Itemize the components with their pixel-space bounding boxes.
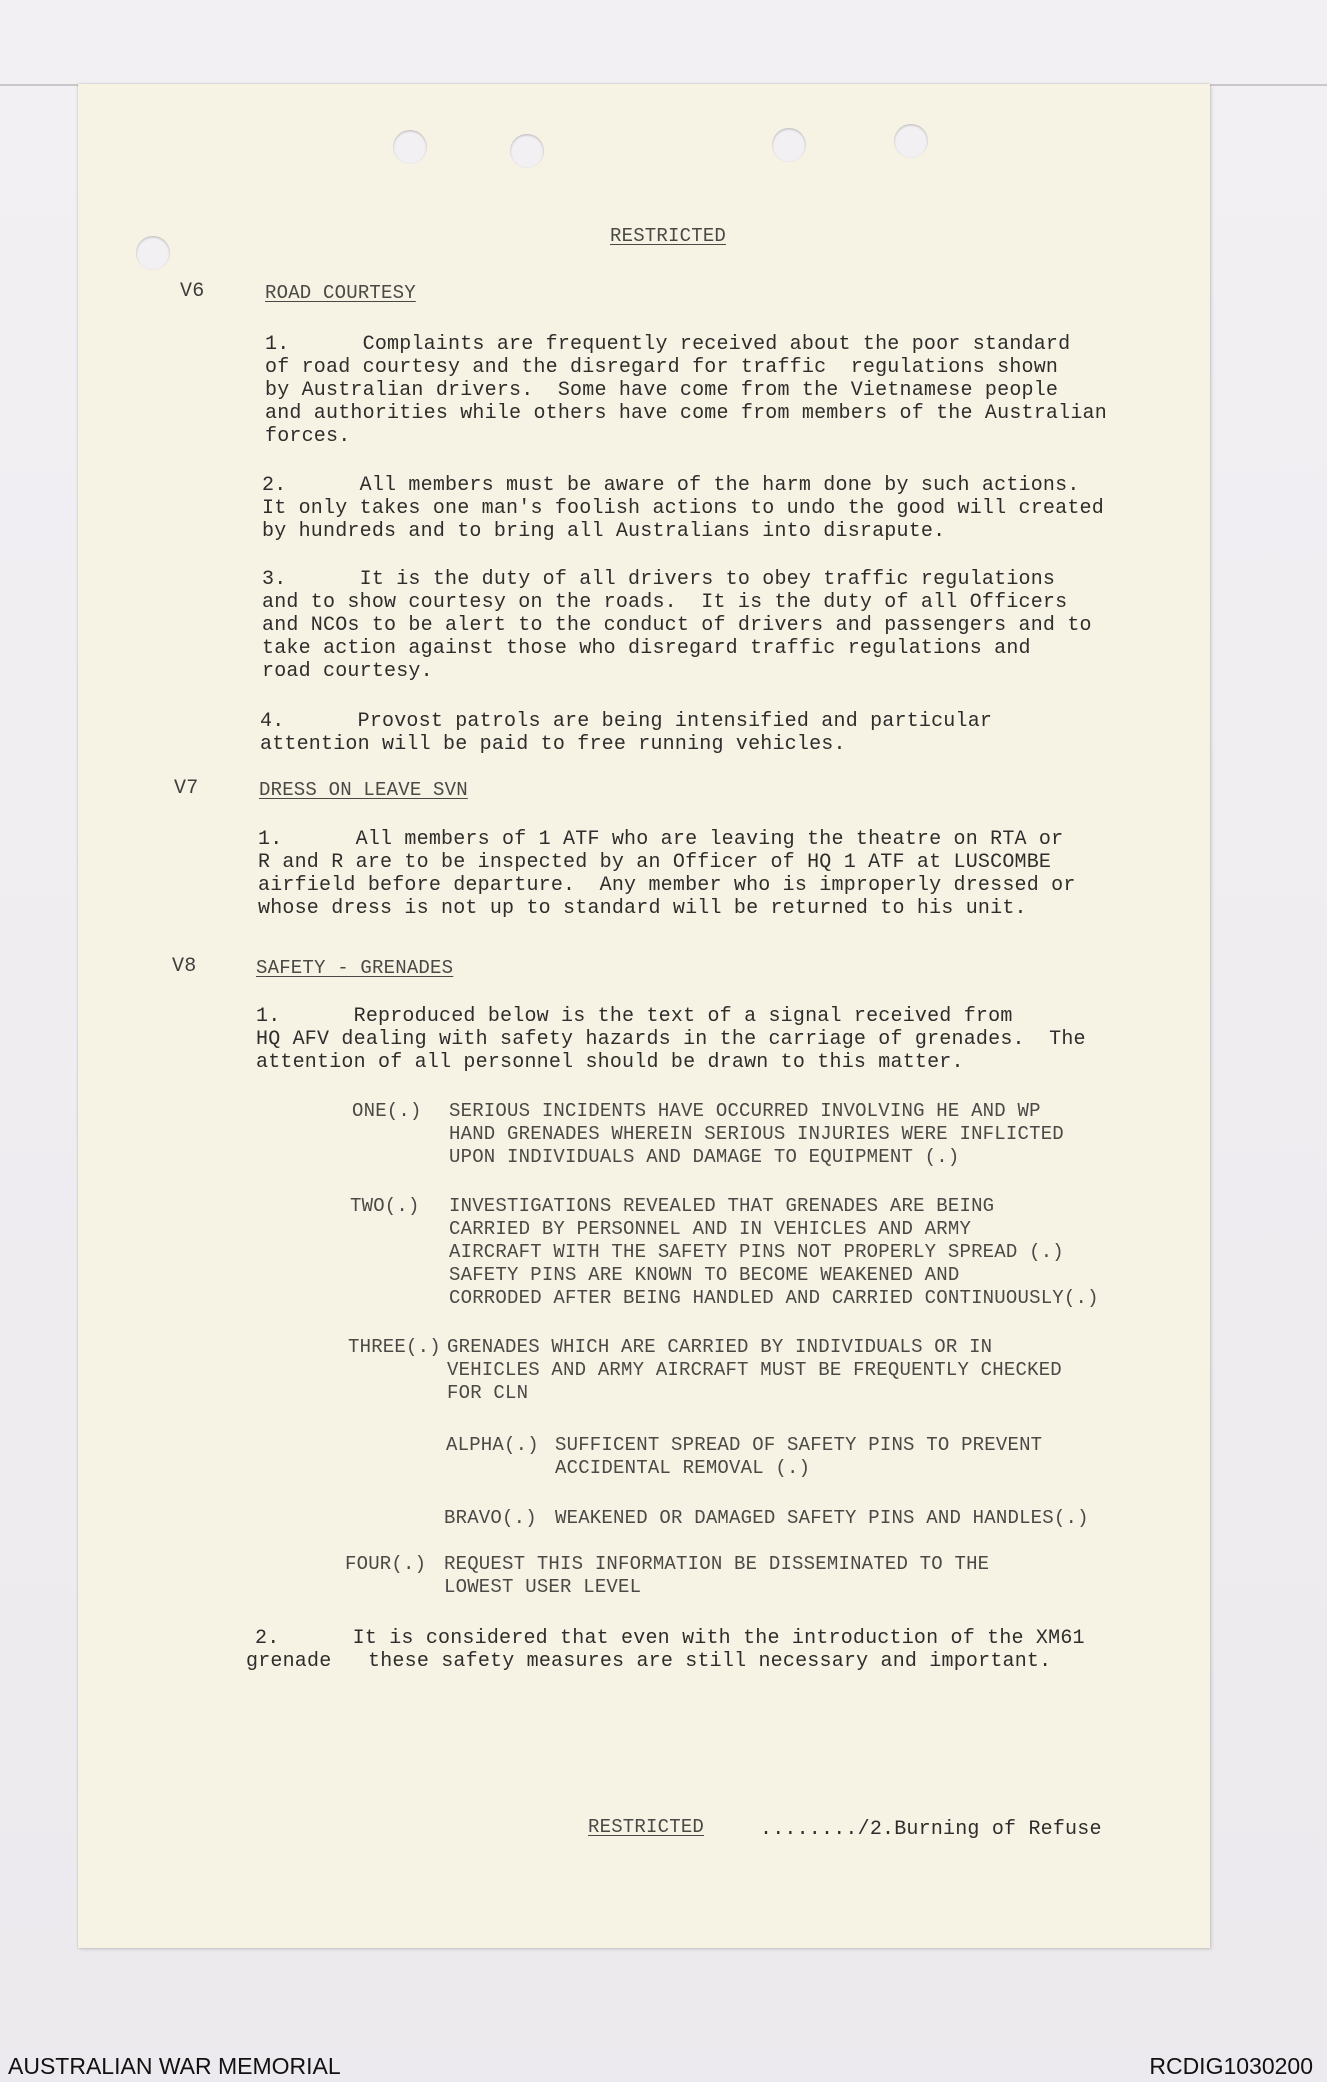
paragraph-line: take action against those who disregard traffic regulations and bbox=[262, 637, 1031, 660]
signal-label: ALPHA(.) bbox=[446, 1434, 539, 1456]
paragraph-line: and authorities while others have come from members of the Australian bbox=[265, 402, 1107, 425]
signal-line: HAND GRENADES WHEREIN SERIOUS INJURIES WERE INFLICTED bbox=[449, 1123, 1064, 1145]
signal-label: BRAVO(.) bbox=[444, 1507, 537, 1529]
paragraph-line: grenade these safety measures are still necessary and important. bbox=[246, 1650, 1052, 1673]
signal-label: TWO(.) bbox=[350, 1195, 420, 1217]
section-ref-v8: V8 bbox=[172, 955, 197, 978]
continuation-note: ......../2.Burning of Refuse bbox=[760, 1818, 1102, 1841]
section-title-dress-on-leave: DRESS ON LEAVE SVN bbox=[259, 779, 468, 801]
paragraph-line: It only takes one man's foolish actions to undo the good will created bbox=[262, 497, 1104, 520]
paragraph-line: and NCOs to be alert to the conduct of drivers and passengers and to bbox=[262, 614, 1092, 637]
signal-line: UPON INDIVIDUALS AND DAMAGE TO EQUIPMENT (.) bbox=[449, 1146, 960, 1168]
paragraph-line: HQ AFV dealing with safety hazards in the carriage of grenades. The bbox=[256, 1028, 1086, 1051]
paragraph-line: 1. Reproduced below is the text of a signal received from bbox=[256, 1005, 1013, 1028]
paragraph-line: 2. All members must be aware of the harm done by such actions. bbox=[262, 474, 1080, 497]
header-classification: RESTRICTED bbox=[610, 225, 727, 247]
paragraph-line: 4. Provost patrols are being intensified and particular bbox=[260, 710, 993, 733]
punch-hole bbox=[136, 236, 170, 270]
paragraph-line: 1. Complaints are frequently received about the poor standard bbox=[265, 333, 1071, 356]
signal-line: LOWEST USER LEVEL bbox=[444, 1576, 642, 1598]
paragraph-line: attention of all personnel should be drawn to this matter. bbox=[256, 1051, 964, 1074]
signal-line: GRENADES WHICH ARE CARRIED BY INDIVIDUALS OR IN bbox=[447, 1336, 993, 1358]
signal-line: FOR CLN bbox=[447, 1382, 529, 1404]
section-ref-v7: V7 bbox=[174, 777, 199, 800]
punch-hole bbox=[772, 128, 806, 162]
signal-line: REQUEST THIS INFORMATION BE DISSEMINATED TO THE bbox=[444, 1553, 990, 1575]
signal-line: SUFFICENT SPREAD OF SAFETY PINS TO PREVENT bbox=[555, 1434, 1043, 1456]
signal-line: WEAKENED OR DAMAGED SAFETY PINS AND HANDLES(.) bbox=[555, 1507, 1089, 1529]
signal-label: ONE(.) bbox=[352, 1100, 422, 1122]
section-title-road-courtesy: ROAD COURTESY bbox=[265, 282, 416, 304]
signal-label: FOUR(.) bbox=[345, 1553, 427, 1575]
archive-name: AUSTRALIAN WAR MEMORIAL bbox=[8, 2053, 341, 2079]
paragraph-line: whose dress is not up to standard will be returned to his unit. bbox=[258, 897, 1027, 920]
punch-hole bbox=[510, 134, 544, 168]
paragraph-line: road courtesy. bbox=[262, 660, 433, 683]
punch-hole bbox=[894, 124, 928, 158]
paragraph-line: by Australian drivers. Some have come from the Vietnamese people bbox=[265, 379, 1059, 402]
signal-line: CORRODED AFTER BEING HANDLED AND CARRIED CONTINUOUSLY(.) bbox=[449, 1287, 1099, 1309]
section-ref-v6: V6 bbox=[180, 280, 205, 303]
paragraph-line: by hundreds and to bring all Australians into disrapute. bbox=[262, 520, 946, 543]
signal-line: SAFETY PINS ARE KNOWN TO BECOME WEAKENED AND bbox=[449, 1264, 960, 1286]
signal-line: VEHICLES AND ARMY AIRCRAFT MUST BE FREQUENTLY CHECKED bbox=[447, 1359, 1062, 1381]
signal-line: AIRCRAFT WITH THE SAFETY PINS NOT PROPERLY SPREAD (.) bbox=[449, 1241, 1064, 1263]
paragraph-line: 2. It is considered that even with the introduction of the XM61 bbox=[255, 1627, 1085, 1650]
paragraph-line: airfield before departure. Any member who is improperly dressed or bbox=[258, 874, 1076, 897]
paragraph-line: 1. All members of 1 ATF who are leaving the theatre on RTA or bbox=[258, 828, 1064, 851]
paragraph-line: R and R are to be inspected by an Officer of HQ 1 ATF at LUSCOMBE bbox=[258, 851, 1052, 874]
paragraph-line: 3. It is the duty of all drivers to obey traffic regulations bbox=[262, 568, 1056, 591]
paragraph-line: attention will be paid to free running vehicles. bbox=[260, 733, 846, 756]
paragraph-line: and to show courtesy on the roads. It is the duty of all Officers bbox=[262, 591, 1068, 614]
archive-id: RCDIG1030200 bbox=[1149, 2053, 1313, 2079]
signal-line: INVESTIGATIONS REVEALED THAT GRENADES ARE BEING bbox=[449, 1195, 995, 1217]
punch-hole bbox=[393, 130, 427, 164]
paragraph-line: forces. bbox=[265, 425, 351, 448]
paragraph-line: of road courtesy and the disregard for traffic regulations shown bbox=[265, 356, 1059, 379]
signal-line: CARRIED BY PERSONNEL AND IN VEHICLES AND ARMY bbox=[449, 1218, 972, 1240]
signal-line: ACCIDENTAL REMOVAL (.) bbox=[555, 1457, 811, 1479]
signal-line: SERIOUS INCIDENTS HAVE OCCURRED INVOLVING HE AND WP bbox=[449, 1100, 1041, 1122]
footer-classification: RESTRICTED bbox=[588, 1816, 705, 1838]
section-title-safety-grenades: SAFETY - GRENADES bbox=[256, 957, 454, 979]
signal-label: THREE(.) bbox=[348, 1336, 441, 1358]
